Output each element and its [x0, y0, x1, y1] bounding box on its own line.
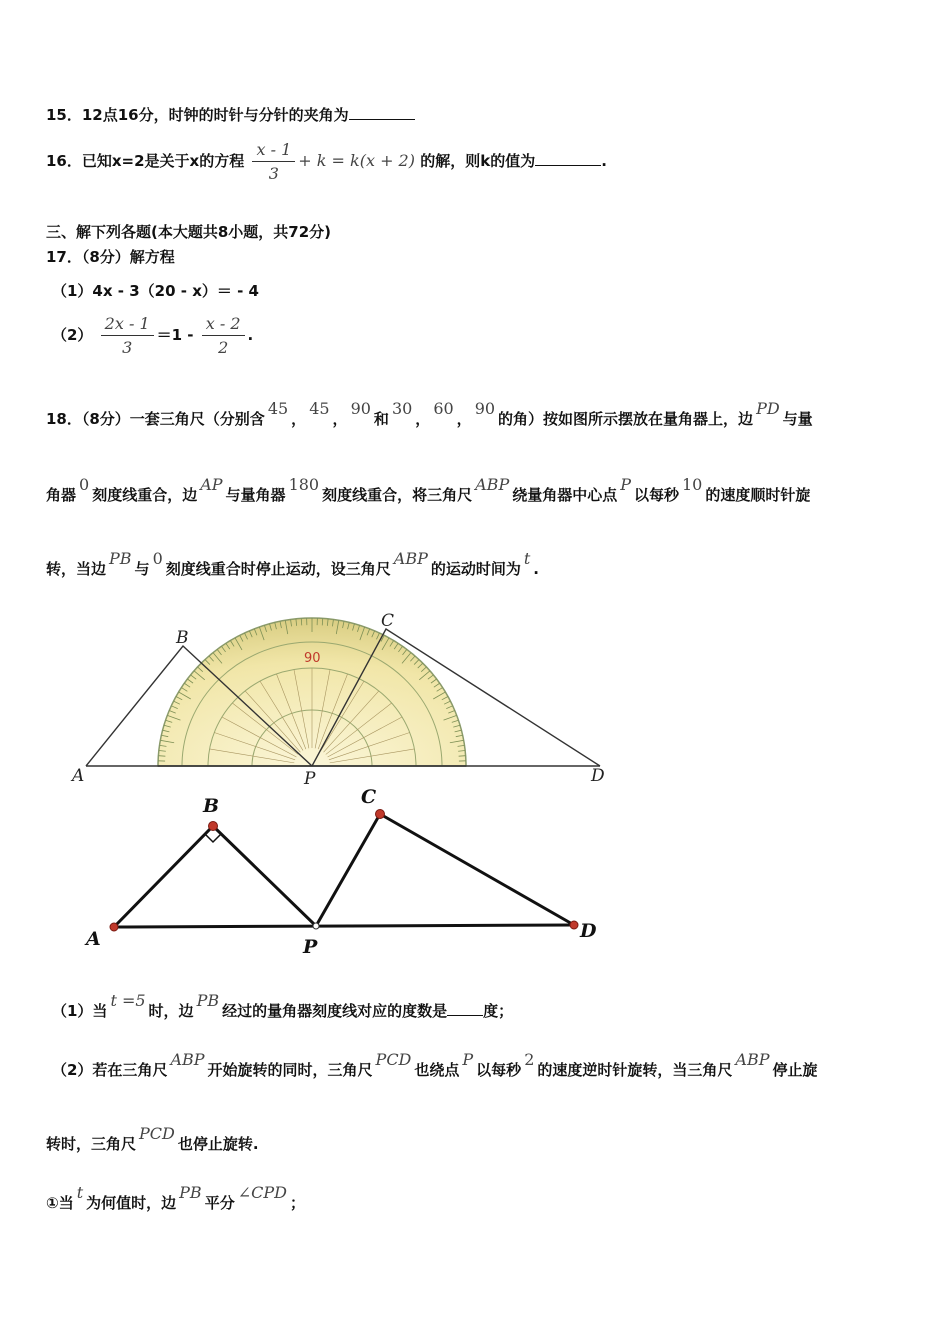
- figure-triangles: [0, 780, 950, 960]
- label-D: D: [580, 920, 597, 942]
- sub-question-2-line2: 转时，三角尺PCD也停止旋转.: [46, 1124, 259, 1153]
- fraction: $\frac{x - 1}{3}$: [252, 140, 295, 183]
- label-P: P: [304, 769, 316, 789]
- section-title: 三、解下列各题(本大题共8小题，共72分): [46, 223, 332, 241]
- point-C: [376, 810, 385, 819]
- label-B: B: [203, 795, 220, 817]
- sub-question-2-1: ①当t为何值时，边PB平分∠CPD；: [46, 1183, 305, 1212]
- question-18-line2: 角器0刻度线重合，边AP与量角器180刻度线重合，将三角尺ABP绕量角器中心点P以每秒10的速度顺时针旋: [46, 475, 811, 504]
- triangle-PCD: [316, 814, 574, 926]
- q17-part2: （2） $\frac{2x - 1}{3}$ ＝1 - $\frac{x - 2}{2}$ .: [52, 314, 254, 357]
- label-C: C: [381, 611, 395, 631]
- point-B: [209, 822, 218, 831]
- label-B: B: [176, 628, 189, 648]
- label-A: A: [72, 766, 85, 786]
- point-A: [110, 923, 118, 931]
- question-18-line3: 转，当边PB与0刻度线重合时停止运动，设三角尺ABP的运动时间为t.: [46, 549, 539, 578]
- figure-protractor: [0, 600, 950, 790]
- sub-question-1: （1）当t =5时，边PB经过的量角器刻度线对应的度数是 度；: [52, 991, 514, 1020]
- q17-part1: （1）4x - 3（20 - x）＝ - 4: [52, 282, 259, 300]
- sub-question-2-line1: （2）若在三角尺ABP开始旋转的同时，三角尺PCD也绕点P以每秒2的速度逆时针旋转，当三角尺ABP停止旋: [52, 1050, 818, 1079]
- protractor-90-label: 90: [304, 651, 321, 666]
- label-A: A: [86, 928, 101, 950]
- point-P: [313, 923, 319, 929]
- label-C: C: [361, 786, 377, 808]
- point-D: [570, 921, 578, 929]
- label-D: D: [591, 766, 605, 786]
- right-angle-mark: [205, 834, 221, 842]
- question-16: 16．已知x=2是关于x的方程 $\frac{x - 1}{3}$ + k = k(x + 2) 的解，则k的值为 .: [46, 140, 607, 183]
- answer-blank: [349, 105, 415, 120]
- question-18-line1: 18．（8分）一套三角尺（分别含45，45，90和30，60，90的角）按如图所示摆放在量角器上，边PD与量: [46, 399, 813, 428]
- answer-blank: [535, 151, 601, 166]
- answer-blank: [447, 1001, 483, 1016]
- triangle-ABP: [114, 826, 316, 927]
- question-15: 15．12点16分，时钟的时针与分针的夹角为: [46, 104, 415, 125]
- question-17-title: 17．（8分）解方程: [46, 248, 175, 266]
- fraction: $\frac{x - 2}{2}$: [202, 314, 245, 357]
- line-AD: [114, 925, 574, 927]
- fraction: $\frac{2x - 1}{3}$: [101, 314, 154, 357]
- label-P: P: [303, 936, 318, 958]
